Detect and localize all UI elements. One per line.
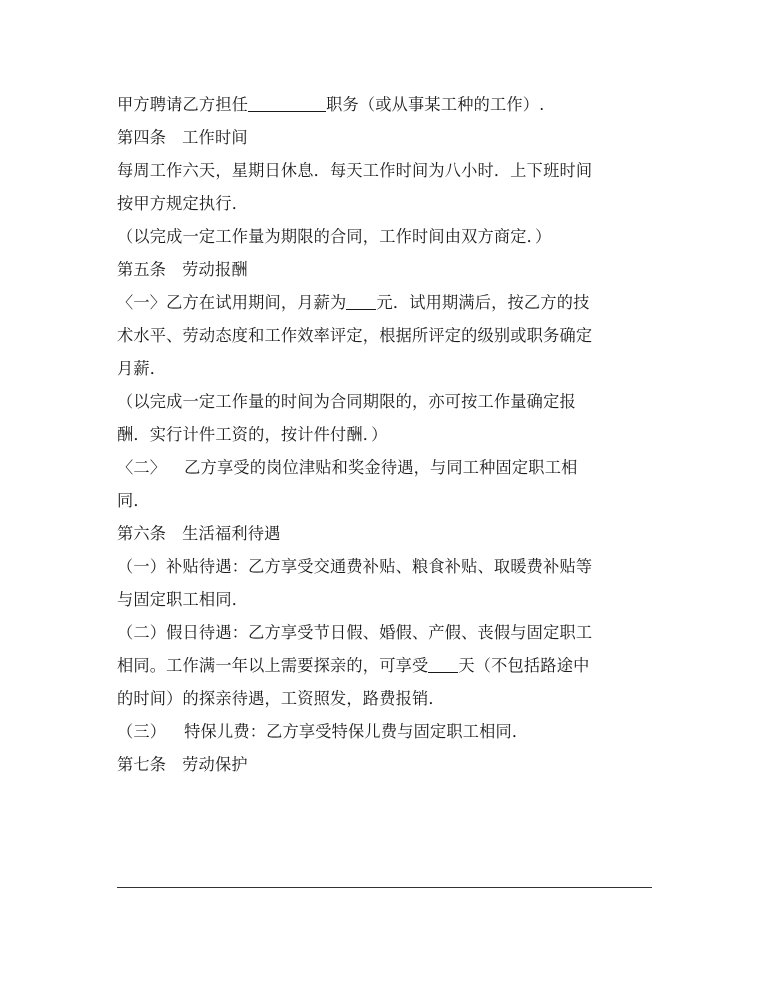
text-segment: 相同。工作满一年以上需要探亲的，可享受 [117, 656, 429, 675]
article-number: 第六条 [117, 524, 167, 543]
position-blank [248, 93, 326, 112]
text-segment: 元．试用期满后，按乙方的技 [376, 293, 590, 312]
article-heading-4 [117, 121, 657, 154]
contract-body [117, 88, 657, 781]
clause-line [117, 649, 657, 682]
article-title: 劳动报酬 [182, 260, 248, 279]
clause-line [117, 88, 657, 121]
clause-line: （以完成一定工作量为期限的合同，工作时间由双方商定．） [117, 227, 552, 246]
item-number: 〈二〉 [117, 458, 167, 477]
clause-line: 同． [117, 491, 150, 510]
text-segment: 特保儿费：乙方享受特保儿费与固定职工相同． [184, 722, 529, 741]
days-blank [428, 654, 458, 673]
article-heading-5 [117, 253, 657, 286]
clause-line: 酬．实行计件工资的，按计件付酬．） [117, 425, 388, 444]
clause-line: 与固定职工相同． [117, 590, 249, 609]
text-segment: 甲方聘请乙方担任 [117, 95, 249, 114]
item-number: （三） [117, 722, 167, 741]
clause-line: 每周工作六天，星期日休息．每天工作时间为八小时．上下班时间 [117, 161, 593, 180]
clause-line: 的时间）的探亲待遇，工资照发，路费报销． [117, 689, 445, 708]
footer-divider [117, 887, 652, 888]
clause-line: （一）补贴待遇：乙方享受交通费补贴、粮食补贴、取暖费补贴等 [117, 557, 593, 576]
article-heading-7 [117, 748, 657, 781]
article-title: 工作时间 [182, 128, 248, 147]
text-segment: 乙方享受的岗位津贴和奖金待遇，与同工种固定职工相 [184, 458, 578, 477]
clause-line: 月薪． [117, 359, 167, 378]
clause-line: 按甲方规定执行． [117, 194, 249, 213]
clause-line [117, 715, 657, 748]
clause-line [117, 286, 657, 319]
article-number: 第五条 [117, 260, 167, 279]
text-segment: 〈一〉乙方在试用期间，月薪为 [117, 293, 347, 312]
article-title: 劳动保护 [182, 755, 248, 774]
text-segment: 职务（或从事某工种的工作）. [326, 95, 545, 114]
clause-line: （二）假日待遇：乙方享受节日假、婚假、产假、丧假与固定职工 [117, 623, 593, 642]
article-number: 第七条 [117, 755, 167, 774]
salary-blank [346, 291, 376, 310]
article-heading-6 [117, 517, 657, 550]
article-number: 第四条 [117, 128, 167, 147]
text-segment: 天（不包括路途中 [458, 656, 590, 675]
clause-line [117, 451, 657, 484]
clause-line: （以完成一定工作量的时间为合同期限的，亦可按工作量确定报 [117, 392, 576, 411]
article-title: 生活福利待遇 [182, 524, 281, 543]
clause-line: 术水平、劳动态度和工作效率评定，根据所评定的级别或职务确定 [117, 326, 593, 345]
